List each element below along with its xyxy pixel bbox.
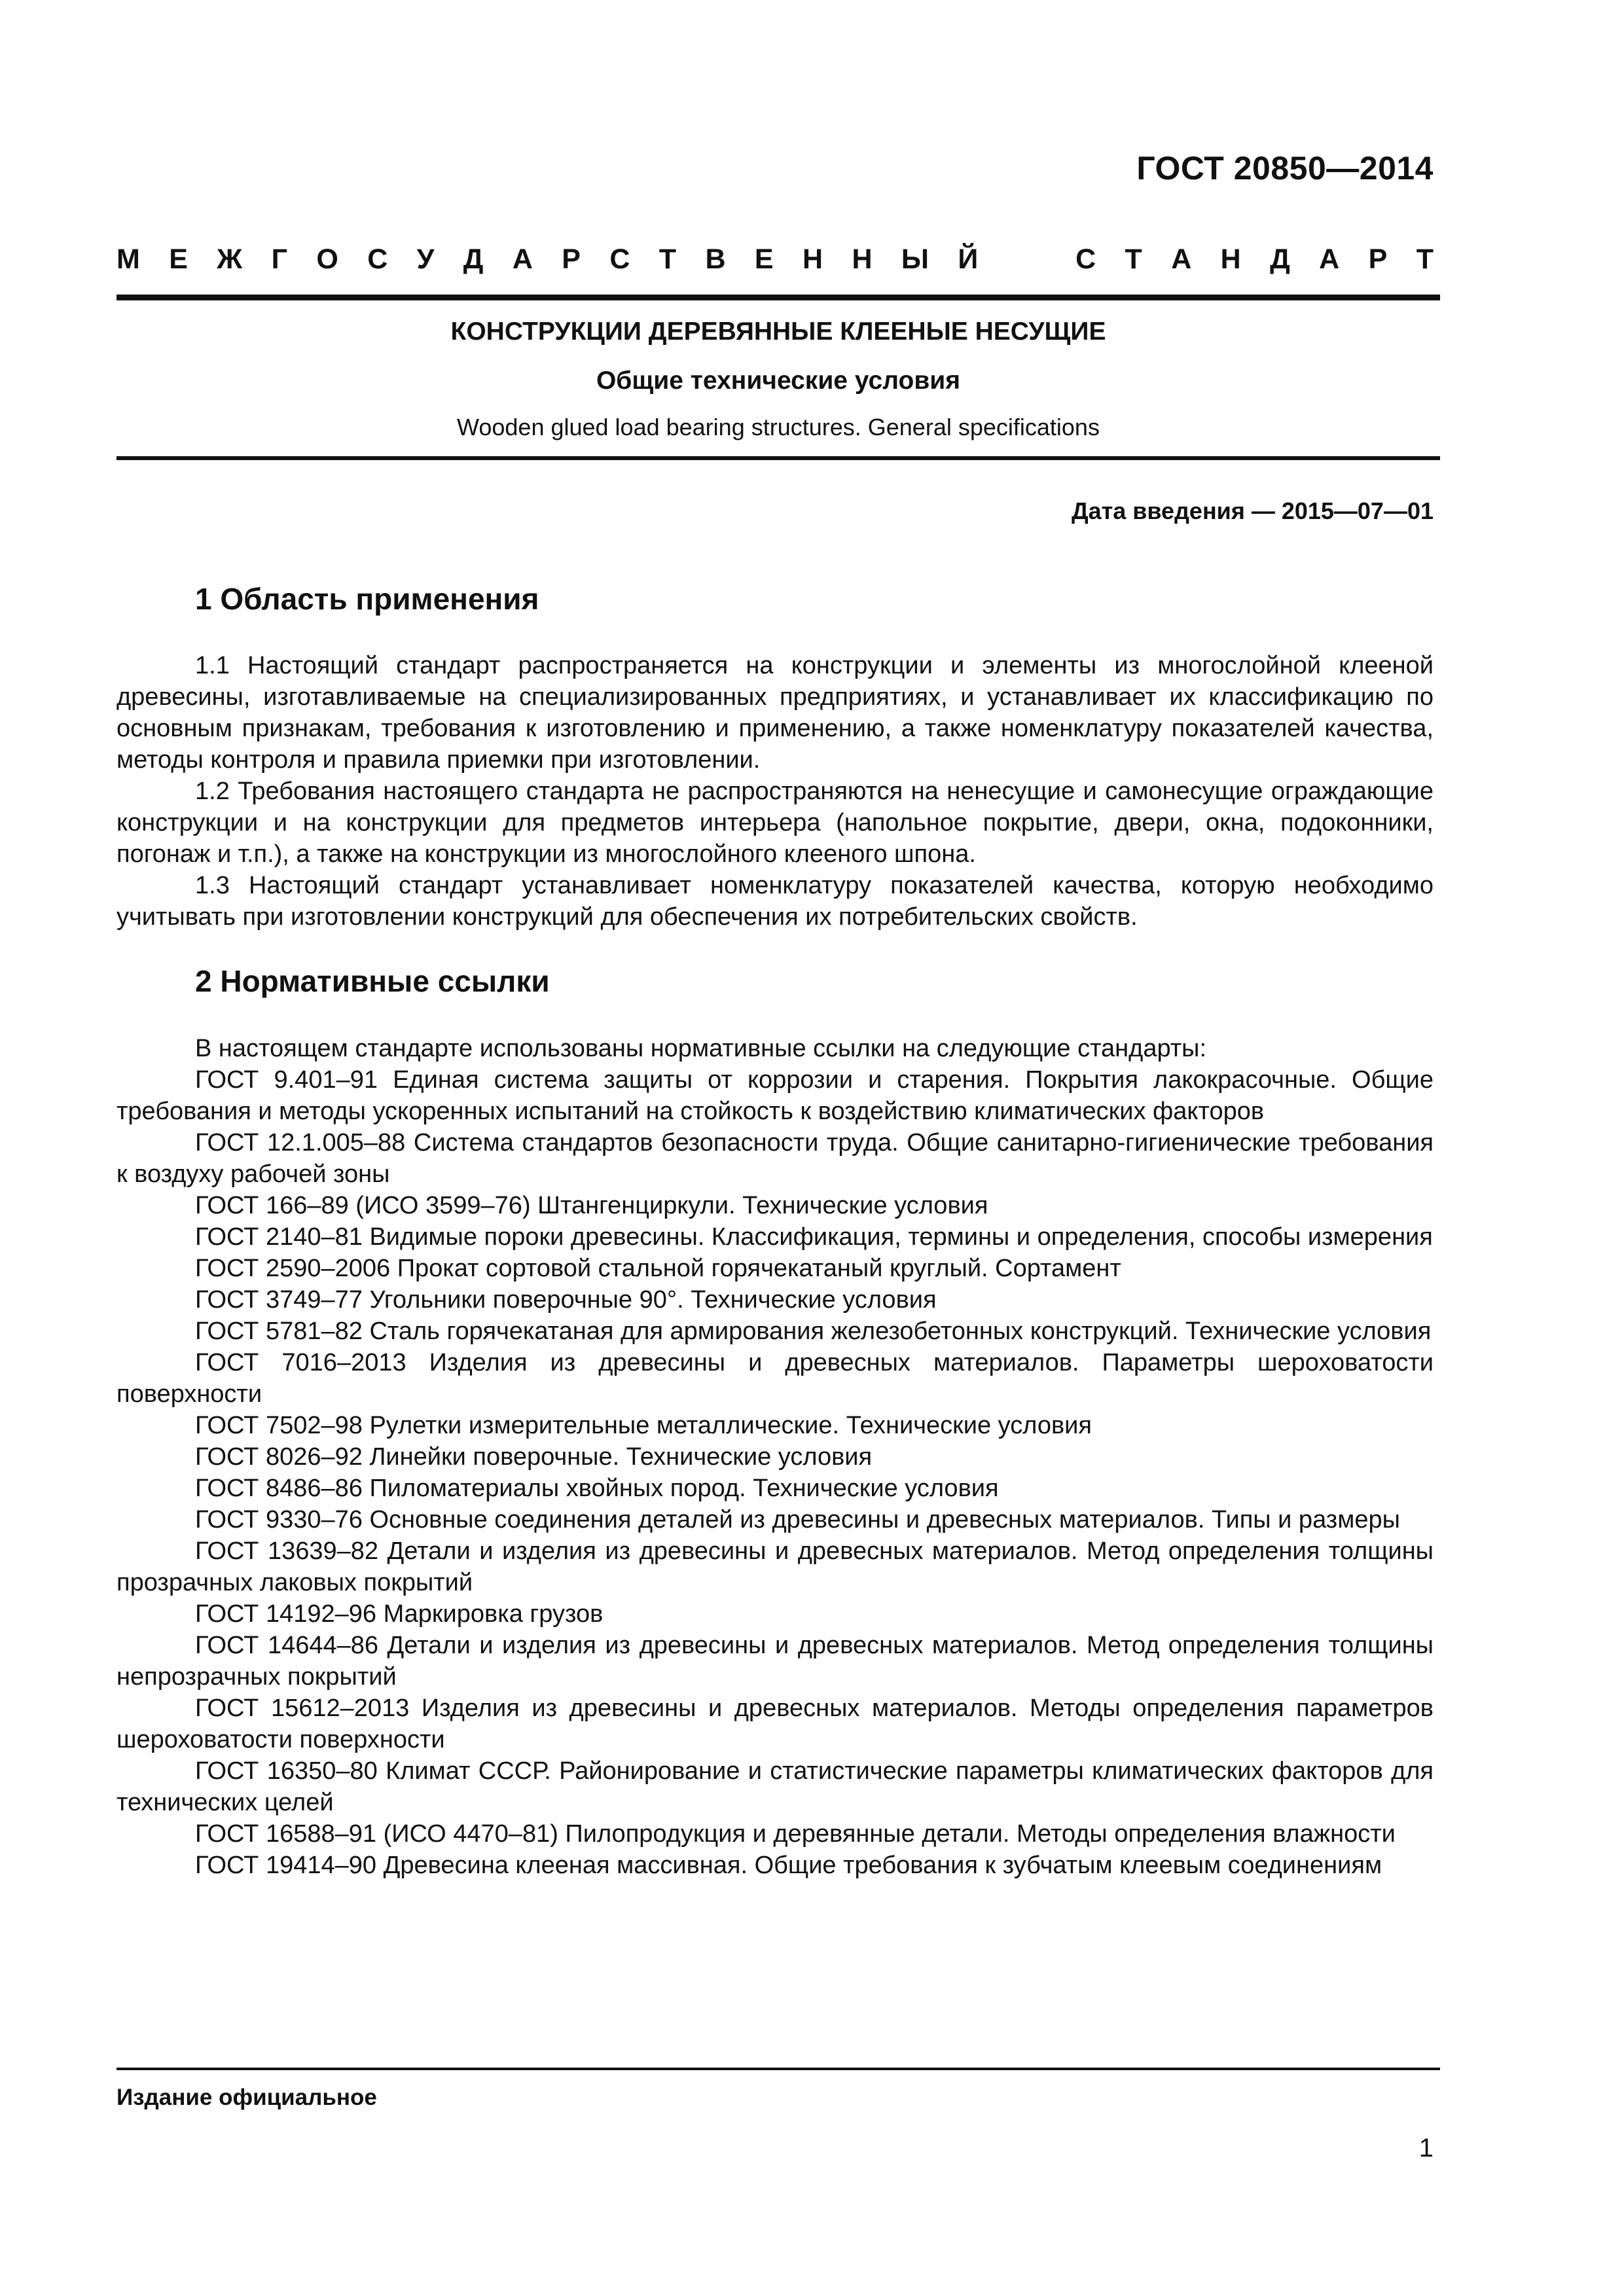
- reference-item: ГОСТ 9.401–91 Единая система защиты от коррозии и старения. Покрытия лакокрасочные. Общие требования и методы ускоренных испытаний на стойкость к воздействию климатических факторов: [117, 1066, 1434, 1125]
- banner-letter: Т: [1125, 243, 1142, 275]
- reference-item: ГОСТ 3749–77 Угольники поверочные 90°. Технические условия: [195, 1286, 937, 1314]
- reference-item: ГОСТ 14644–86 Детали и изделия из древесины и древесных материалов. Метод определения толщины непрозрачных покрытий: [117, 1632, 1434, 1691]
- paragraph: 1.2 Требования настоящего стандарта не распространяются на ненесущие и самонесущие ограждающие конструкции и на конструкции для предметов интерьера (напольное покрытие, двери, окна, подоконники, погонаж и т.п.), а также на конструкции из многослойного клееного шпона.: [117, 778, 1434, 868]
- standard-title-english: Wooden glued load bearing structures. General specifications: [457, 414, 1100, 440]
- section-references-body: [117, 1033, 1434, 1881]
- section-scope-body: [117, 650, 1434, 933]
- banner-letter: Е: [754, 243, 774, 275]
- document-code: ГОСТ 20850—2014: [1136, 150, 1434, 187]
- reference-item: ГОСТ 19414–90 Древесина клееная массивная. Общие требования к зубчатым клеевым соединениям: [195, 1852, 1382, 1879]
- paragraph: 1.3 Настоящий стандарт устанавливает номенклатуру показателей качества, которую необходимо учитывать при изготовлении конструкций для обеспечения их потребительских свойств.: [117, 872, 1434, 931]
- banner-letter: А: [1171, 243, 1192, 275]
- banner-letter: Н: [1220, 243, 1241, 275]
- banner-letter: Д: [1270, 243, 1290, 275]
- reference-item: ГОСТ 8486–86 Пиломатериалы хвойных пород. Технические условия: [195, 1475, 999, 1502]
- banner-letter: Р: [562, 243, 581, 275]
- banner-letter: В: [705, 243, 726, 275]
- page-number: 1: [1418, 2134, 1434, 2162]
- banner-letter: С: [1075, 243, 1096, 275]
- reference-item: ГОСТ 7016–2013 Изделия из древесины и древесных материалов. Параметры шероховатости поверхности: [117, 1349, 1434, 1408]
- banner-letter: Е: [169, 243, 188, 275]
- banner-letter: М: [117, 243, 140, 275]
- reference-item: ГОСТ 7502–98 Рулетки измерительные металлические. Технические условия: [195, 1412, 1092, 1439]
- reference-item: ГОСТ 15612–2013 Изделия из древесины и древесных материалов. Методы определения параметров шероховатости поверхности: [117, 1695, 1434, 1753]
- banner-letter: Д: [463, 243, 484, 275]
- banner-letter: С: [609, 243, 630, 275]
- reference-item: ГОСТ 2140–81 Видимые пороки древесины. Классификация, термины и определения, способы измерения: [195, 1223, 1433, 1251]
- interstate-standard-banner: [117, 243, 1434, 283]
- banner-letter: Н: [852, 243, 873, 275]
- reference-item: ГОСТ 12.1.005–88 Система стандартов безопасности труда. Общие санитарно-гигиенические требования к воздуху рабочей зоны: [117, 1129, 1434, 1188]
- banner-letter: Й: [958, 243, 979, 275]
- banner-letter: Н: [803, 243, 823, 275]
- banner-letter: С: [367, 243, 388, 275]
- banner-letter: Ж: [217, 243, 243, 275]
- section-heading-normative-references: 2 Нормативные ссылки: [195, 964, 550, 998]
- reference-item: ГОСТ 166–89 (ИСО 3599–76) Штангенциркули. Технические условия: [195, 1192, 988, 1219]
- paragraph: В настоящем стандарте использованы нормативные ссылки на следующие стандарты:: [195, 1035, 1207, 1062]
- standard-subtitle: Общие технические условия: [596, 367, 961, 395]
- title-divider: [117, 456, 1440, 460]
- banner-letter: Ы: [901, 243, 929, 275]
- banner-letter: О: [316, 243, 338, 275]
- reference-item: ГОСТ 9330–76 Основные соединения деталей из древесины и древесных материалов. Типы и размеры: [195, 1506, 1400, 1534]
- official-edition-label: Издание официальное: [117, 2085, 377, 2110]
- banner-letter: Т: [1416, 243, 1434, 275]
- reference-item: ГОСТ 16588–91 (ИСО 4470–81) Пилопродукция и деревянные детали. Методы определения влажности: [195, 1820, 1396, 1848]
- banner-letter: Т: [659, 243, 677, 275]
- banner-word-gap: [1007, 243, 1047, 283]
- reference-item: ГОСТ 14192–96 Маркировка грузов: [195, 1600, 604, 1628]
- footer-divider: [117, 2068, 1440, 2070]
- paragraph: 1.1 Настоящий стандарт распространяется на конструкции и элементы из многослойной клееной древесины, изготавливаемые на специализированных предприятиях, и устанавливает их классификацию по основным признакам, требования к изготовлению и применению, а также номенклатуру показателей качества, методы контроля и правила приемки при изготовлении.: [117, 652, 1434, 774]
- banner-letter: А: [512, 243, 533, 275]
- banner-letter: А: [1319, 243, 1340, 275]
- reference-item: ГОСТ 16350–80 Климат СССР. Районирование и статистические параметры климатических факторов для технических целей: [117, 1757, 1434, 1816]
- section-heading-scope: 1 Область применения: [195, 582, 539, 616]
- banner-letter: Р: [1368, 243, 1388, 275]
- header-divider-thick: [117, 295, 1440, 300]
- standard-title: КОНСТРУКЦИИ ДЕРЕВЯННЫЕ КЛЕЕНЫЕ НЕСУЩИЕ: [450, 317, 1106, 346]
- reference-item: ГОСТ 5781–82 Сталь горячекатаная для армирования железобетонных конструкций. Технические условия: [195, 1318, 1432, 1345]
- reference-item: ГОСТ 2590–2006 Прокат сортовой стальной горячекатаный круглый. Сортамент: [195, 1255, 1121, 1282]
- banner-letter: У: [416, 243, 435, 275]
- reference-item: ГОСТ 8026–92 Линейки поверочные. Технические условия: [195, 1443, 873, 1471]
- introduction-date: Дата введения — 2015—07—01: [1071, 497, 1434, 524]
- reference-item: ГОСТ 13639–82 Детали и изделия из древесины и древесных материалов. Метод определения толщины прозрачных лаковых покрытий: [117, 1537, 1434, 1596]
- banner-letter: Г: [271, 243, 287, 275]
